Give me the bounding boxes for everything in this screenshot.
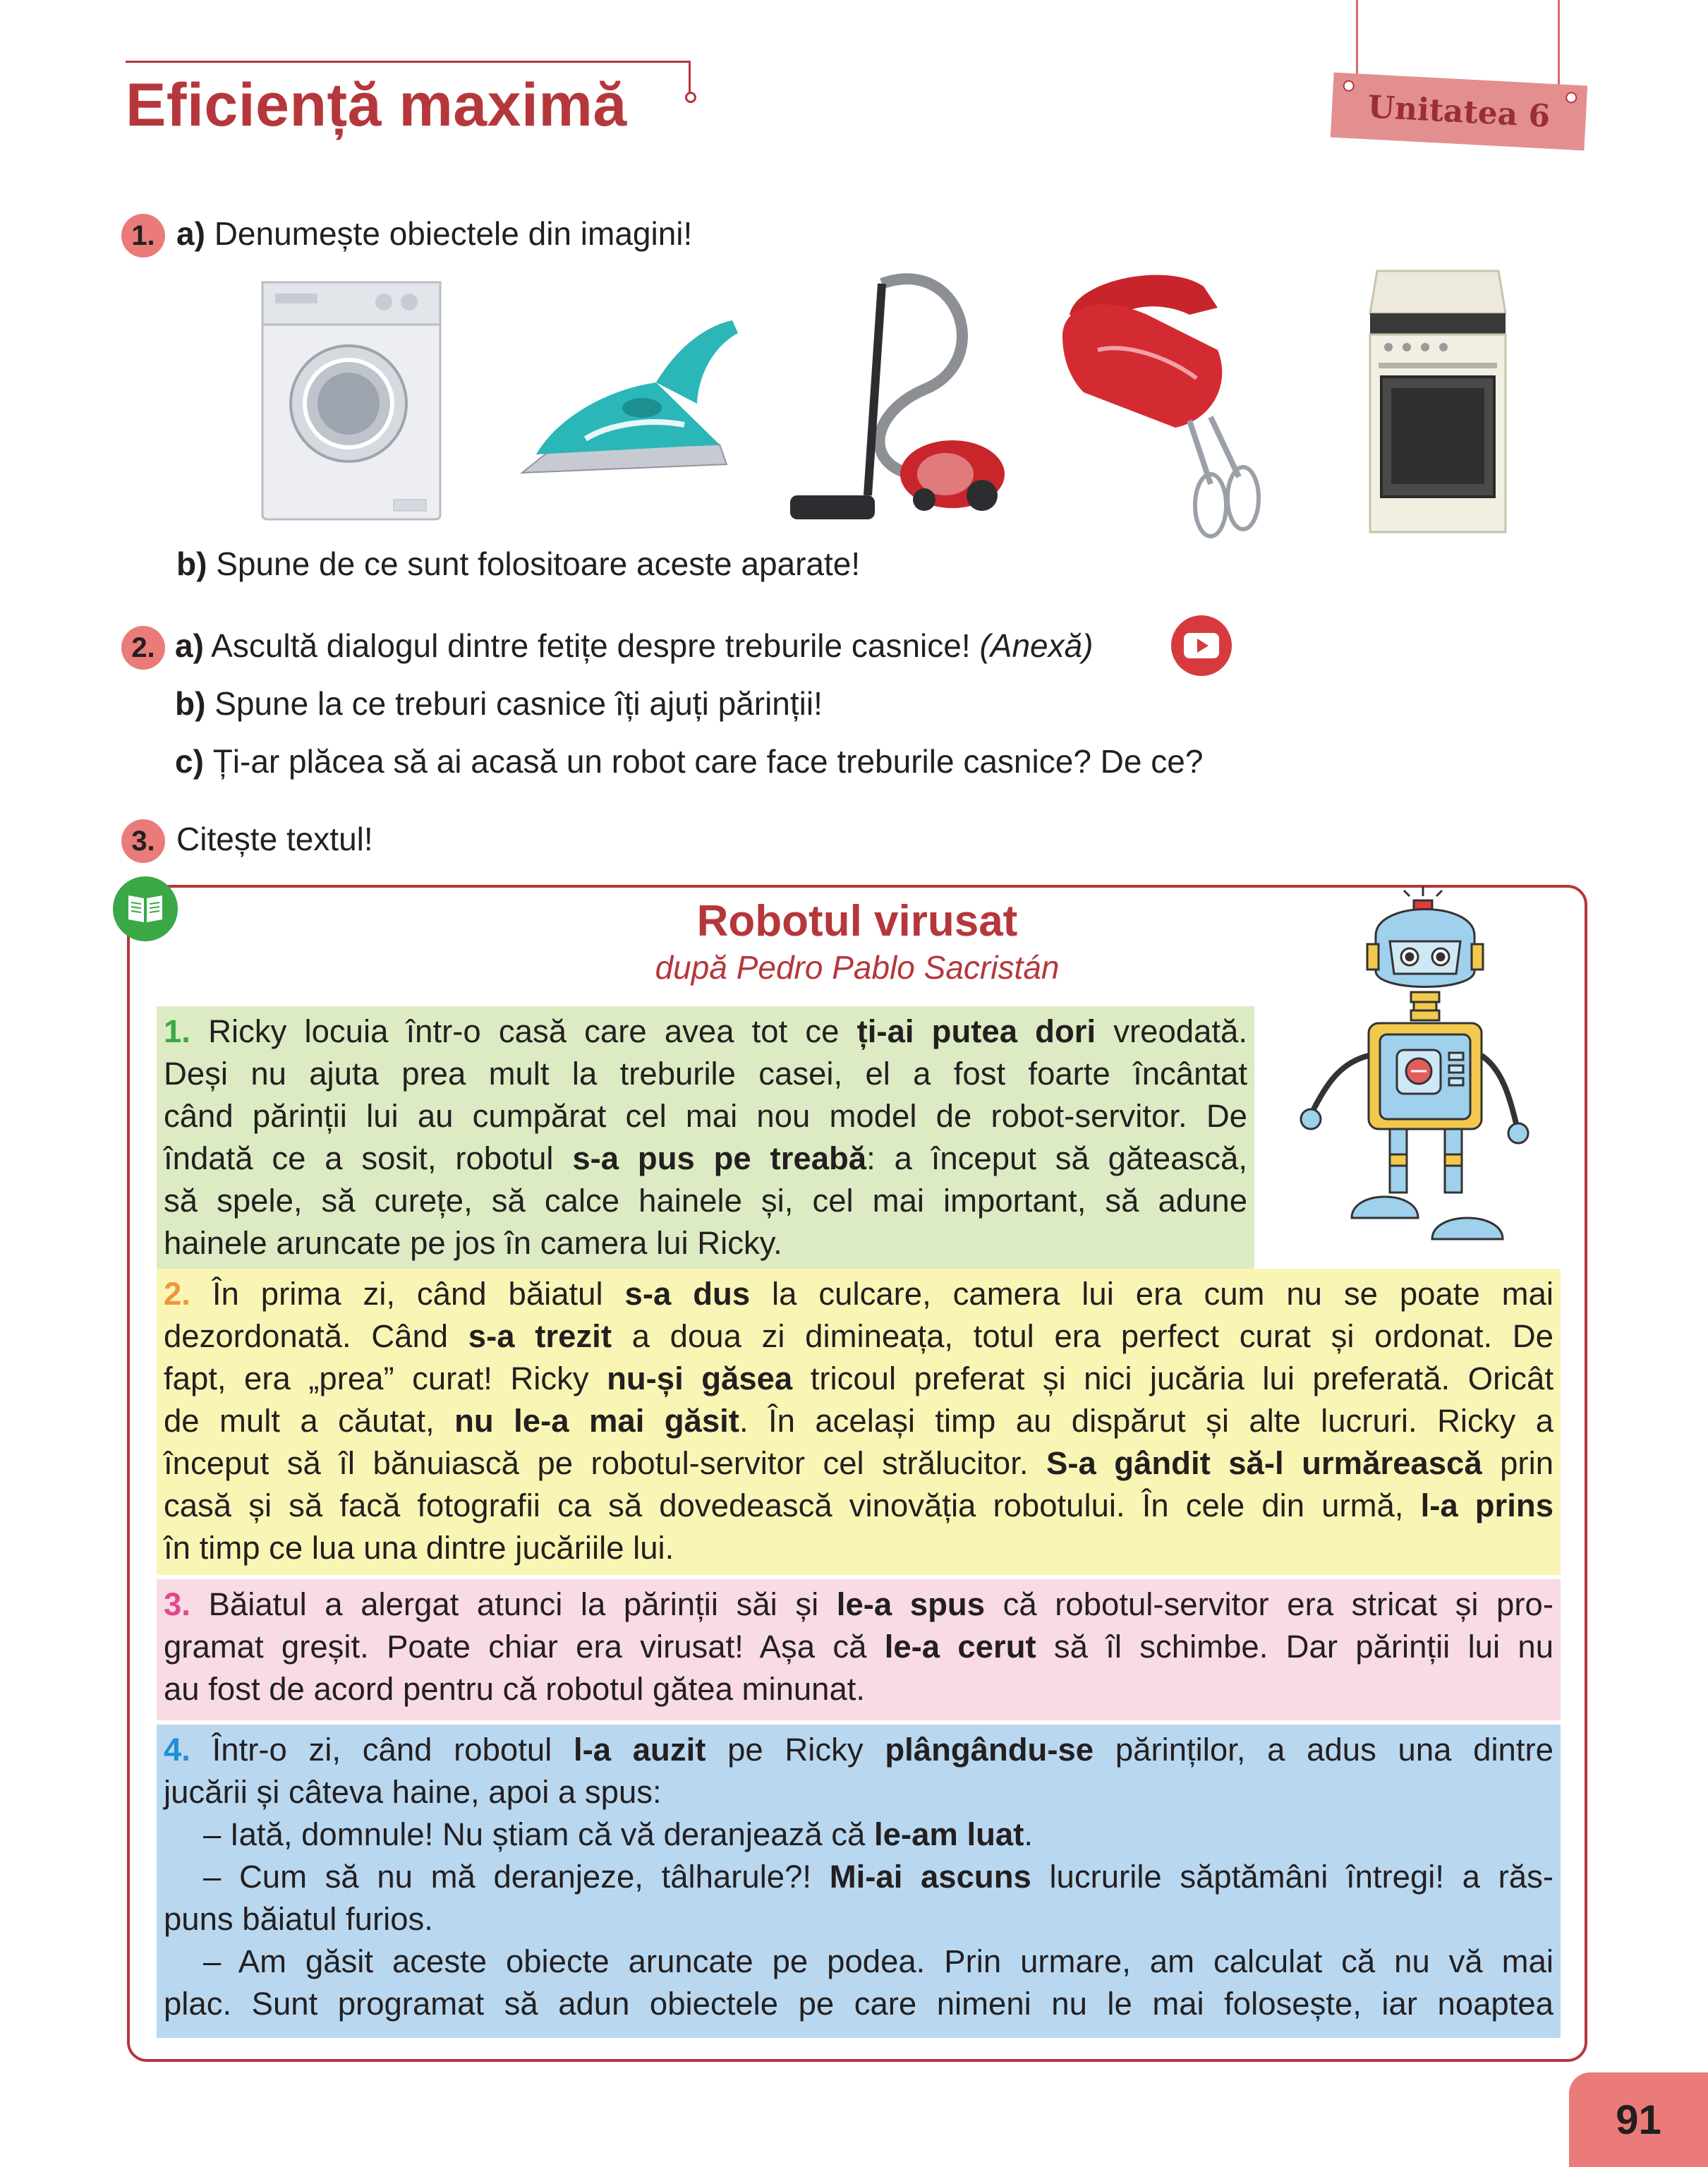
exercise-2a-annex: (Anexă) — [979, 627, 1094, 664]
p4-line: puns băiatul furios. — [164, 1901, 433, 1937]
story-paragraph-2 — [157, 1269, 1561, 1575]
exercise-2a-text: Ascultă dialogul dintre fetițe despre treburile casnice! — [211, 627, 971, 664]
exercise-1a-label: a) — [176, 215, 205, 252]
p3-line: gramat greșit. Poate chiar era virusat! Așa că le-a cerut să îl schimbe. Dar părinții lui nu — [164, 1629, 1553, 1665]
p1-line: 1. Ricky locuia într-o casă care avea tot ce ți-ai putea dori vreodată. — [164, 1013, 1247, 1049]
stove-icon — [1360, 264, 1522, 539]
unit-tag — [1331, 73, 1587, 151]
p2-line: început să îl bănuiască pe robotul-servitor cel strălucitor. S-a gândit să-l urmărească prin — [164, 1445, 1554, 1481]
p2-line: în timp ce lua una dintre jucăriile lui. — [164, 1530, 674, 1566]
title-rule-end — [689, 61, 691, 93]
story-title: Robotul virusat — [696, 897, 1018, 946]
story-paragraph-4 — [157, 1725, 1561, 2038]
exercise-2b-text: Spune la ce treburi casnice îți ajuți părinții! — [214, 685, 823, 722]
page-title: Eficiență maximă — [126, 71, 627, 139]
exercise-2a — [175, 627, 1094, 665]
p4-line: plac. Sunt programat să adun obiectele pe care nimeni nu le mai folosește, iar noaptea — [164, 1986, 1553, 2022]
exercise-2a-label: a) — [175, 627, 204, 664]
exercise-number-2: 2. — [121, 626, 165, 670]
p2-line: fapt, era „prea” curat! Ricky nu-și găsea tricoul preferat și nici jucăria lui preferată. Oricât — [164, 1360, 1553, 1396]
exercise-1a-text: Denumește obiectele din imagini! — [214, 215, 693, 252]
p4-line: – Iată, domnule! Nu știam că vă deranjează că le-am luat. — [203, 1816, 1034, 1852]
exercise-1b-text: Spune de ce sunt folositoare aceste aparate! — [216, 545, 861, 582]
exercise-2c-text: Ți-ar plăcea să ai acasă un robot care face treburile casnice? De ce? — [212, 743, 1204, 780]
exercise-2b-label: b) — [175, 685, 206, 722]
iron-icon — [508, 305, 741, 488]
play-audio-icon[interactable] — [1171, 615, 1232, 676]
unit-tag-string-right — [1558, 0, 1560, 90]
story-author: după Pedro Pablo Sacristán — [655, 949, 1060, 986]
exercise-1a — [176, 215, 692, 253]
p1-line: când părinții lui au cumpărat cel mai nou model de robot-servitor. De — [164, 1098, 1247, 1134]
p2-line: casă și să facă fotografii ca să dovedească vinovăția robotului. În cele din urmă, l-a prins — [164, 1487, 1553, 1523]
unit-label: Unitatea 6 — [1367, 88, 1551, 135]
exercise-3-text: Citește textul! — [176, 821, 373, 857]
exercise-2c-label: c) — [175, 743, 204, 780]
p1-line: hainele aruncate pe jos în camera lui Ricky. — [164, 1225, 782, 1261]
unit-tag-string-left — [1356, 0, 1358, 79]
page-number: 91 — [1569, 2072, 1708, 2167]
robot-illustration — [1291, 886, 1552, 1267]
exercise-2b — [175, 684, 823, 723]
p1-line: Deși nu ajuta prea mult la treburile casei, el a fost foarte încântat — [164, 1056, 1247, 1092]
p2-line: de mult a căutat, nu le-a mai găsit. În același timp au dispărut și alte lucruri. Ricky a — [164, 1403, 1553, 1439]
p1-line: îndată ce a sosit, robotul s-a pus pe treabă: a început să gătească, — [164, 1140, 1247, 1176]
exercise-1b — [176, 545, 860, 583]
p3-line: 3. Băiatul a alergat atunci la părinții săi și le-a spus că robotul-servitor era stricat și pro- — [164, 1586, 1553, 1622]
title-rule — [126, 61, 690, 63]
hand-mixer-icon — [1055, 265, 1274, 541]
p4-line: – Cum să nu mă deranjeze, tâlharule?! Mi-ai ascuns lucrurile săptămâni întregi! a răs- — [203, 1859, 1553, 1895]
p2-line: 2. În prima zi, când băiatul s-a dus la culcare, camera lui era cum nu se poate mai — [164, 1276, 1553, 1312]
exercise-number-3: 3. — [121, 819, 165, 863]
p4-line: 4. Într-o zi, când robotul l-a auzit pe Ricky plângându-se părinților, a adus una dintre — [164, 1732, 1553, 1768]
p4-line: – Am găsit aceste obiecte aruncate pe podea. Prin urmare, am calculat că nu vă mai — [203, 1943, 1553, 1979]
exercise-1b-label: b) — [176, 545, 207, 582]
washing-machine-icon — [260, 279, 443, 523]
exercise-2c — [175, 742, 1203, 780]
story-paragraph-3 — [157, 1579, 1561, 1720]
title-rule-dot — [685, 92, 696, 103]
vacuum-cleaner-icon — [783, 262, 1016, 538]
p4-line: jucării și câteva haine, apoi a spus: — [164, 1774, 662, 1810]
p1-line: să spele, să curețe, să calce hainele și, cel mai important, să adune — [164, 1183, 1247, 1219]
exercise-number-1: 1. — [121, 214, 165, 258]
story-paragraph-1 — [157, 1006, 1254, 1269]
p3-line: au fost de acord pentru că robotul gătea minunat. — [164, 1671, 866, 1707]
p2-line: dezordonată. Când s-a trezit a doua zi dimineața, totul era perfect curat și ordonat. De — [164, 1318, 1553, 1354]
